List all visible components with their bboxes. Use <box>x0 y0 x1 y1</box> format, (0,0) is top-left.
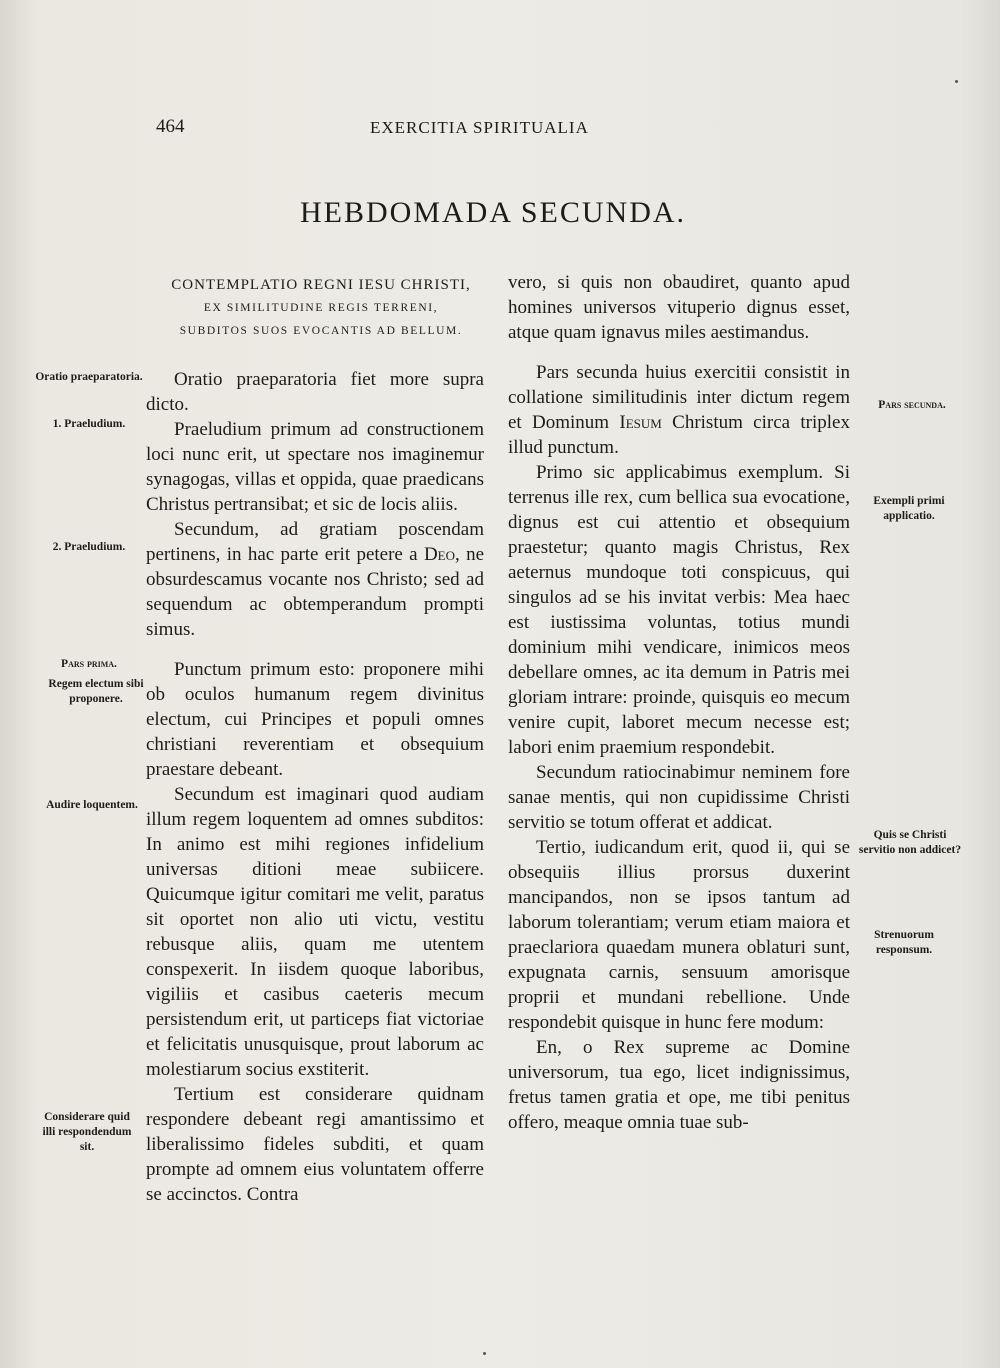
paragraph-punctum-2: Secundum est imaginari quod audiam illum regem loquentem ad omnes subditos: In animo est mihi regiones infidelium universas ditioni meae subiicere. Quicumque igitur comitari me velit, paratus sit oportet non alio uti victu, vestitu rebusque aliis, quam me utentem conspexerit. In iisdem quoque laboribus, vigiliis et casibus caeteris mecum persistendum erit, ut particeps fiat victoriae et felicitatis unusquisque, prout laborum ac molestiarum socius exstiterit. <box>146 784 484 1080</box>
paragraph-punctum-1: Punctum primum esto: proponere mihi ob oculos humanum regem divinitus electum, cui Principes et populi omnes christiani reverentiam et obsequium praestare debeant. <box>146 659 484 780</box>
heading-line-1: CONTEMPLATIO REGNI IESU CHRISTI, <box>171 277 471 293</box>
paragraph-primo: Primo sic applicabimus exemplum. Si terrenus ille rex, cum bellica sua evocatione, dignus est cui attentio et obsequium praestetur; quanto magis Christus, Rex aeternus mundoque toti conspicuus, qui singulos ad se his invitat verbis: Mea haec est iustissima voluntas, totius mundi dominium mihi vendicare, inimicos meos debellare omnes, ac ita demum in Patris mei gloriam intrare: proinde, quisquis eo mecum venire cupit, laboret mecum necesse est; labori enim praemium respondebit. <box>508 462 850 758</box>
paragraph-praeludium-2 <box>146 517 484 642</box>
contemplation-heading <box>152 274 490 343</box>
margin-note-praeludium-2: 2. Praeludium. <box>52 541 126 553</box>
margin-note-oratio: Oratio praeparatoria. <box>35 371 143 383</box>
left-text-column <box>146 367 484 1207</box>
text-run: Secundum, ad gratiam poscendam pertinens, in hac parte erit petere a <box>146 519 484 565</box>
paragraph-punctum-3: Tertium est considerare quidnam respondere debeant regi amantissimo et liberalissimo fideles subditi, et quam prompte ad omnem eius voluntatem offerre se accinctos. Contra <box>146 1084 484 1205</box>
paragraph-praeludium-1: Praeludium primum ad constructionem loci nunc erit, ut spectare nos imaginemur synagogas, villas et oppida, quae praedicans Christus pertransibat; et sic de locis aliis. <box>146 419 484 515</box>
text-run: Christum circa triplex illud punctum. <box>508 412 850 458</box>
running-header <box>0 116 1000 140</box>
deo-small-caps: Deo <box>423 544 455 565</box>
margin-note-audire: Audire loquentem. <box>46 799 138 811</box>
text-run: , ne obsurdescamus vocante nos Christo; sed ad sequendum ac obtemperandum prompti simus. <box>146 544 485 640</box>
margin-note-quis: Quis se Christi servitio non addicet? <box>858 829 962 856</box>
paragraph-tertio: Tertio, iudicandum erit, quod ii, qui se obsequiis illius prorsus duxerint mancipandos, non se ipsos tantum ad laborum tolerantiam; verum etiam maiora et praeclariora quaedam munera oblaturi sunt, expugnata carnis, sensuum amorisque proprii et mundani rebellione. Unde respondebit quisque in hunc fere modum: <box>508 837 850 1033</box>
margin-note-regem: Regem electum sibi proponere. <box>48 678 144 705</box>
spacer <box>508 345 850 360</box>
heading-line-2: EX SIMILITUDINE REGIS TERRENI, <box>203 302 439 314</box>
margin-note-strenuorum: Strenuorum responsum. <box>874 929 934 956</box>
paragraph-secundum: Secundum ratiocinabimur neminem fore sanae mentis, qui non cupidissime Christi servitio se totum offerat et addicat. <box>508 762 850 833</box>
paragraph-oratio: Oratio praeparatoria fiet more supra dicto. <box>146 369 484 415</box>
speck-mark <box>483 1352 486 1355</box>
right-text-column <box>508 270 850 1135</box>
paragraph-pars-secunda <box>508 360 850 460</box>
page-number: 464 <box>156 116 185 137</box>
margin-note-considerare: Considerare quid illi respondendum sit. <box>42 1111 132 1153</box>
margin-note-pars-prima: Pars prima. <box>61 658 117 670</box>
spacer <box>146 642 484 657</box>
margin-note-pars-secunda: Pars secunda. <box>878 399 946 411</box>
paragraph-en-o-rex: En, o Rex supreme ac Domine universorum, tua ego, licet indignissimus, fretus tamen gratia et ope, me tibi penitus offero, meaque omnia tuae sub- <box>508 1037 850 1133</box>
running-title: EXERCITIA SPIRITUALIA <box>370 118 589 137</box>
text-run: Pars secunda huius exercitii consistit in collatione similitudinis inter dictum regem et Dominum <box>508 362 850 433</box>
paragraph-continuation: vero, si quis non obaudiret, quanto apud homines universos vituperio dignus esset, atque quam ignavus miles aestimandus. <box>508 272 850 343</box>
speck-mark <box>955 80 958 83</box>
heading-line-3: SUBDITOS SUOS EVOCANTIS AD BELLUM. <box>179 325 463 337</box>
section-title: HEBDOMADA SECUNDA. <box>300 196 687 229</box>
margin-note-exempli: Exempli primi applicatio. <box>873 495 945 522</box>
iesum-small-caps: Iesum <box>619 412 662 433</box>
margin-note-praeludium-1: 1. Praeludium. <box>52 418 126 430</box>
